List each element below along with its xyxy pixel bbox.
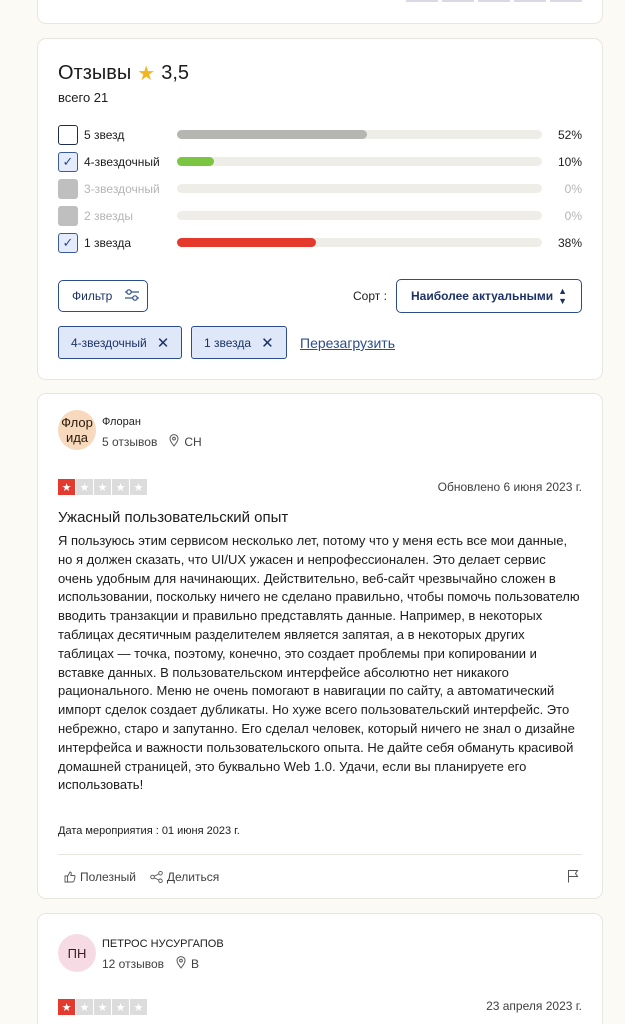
reviewer-location (169, 434, 201, 450)
rating-row-1[interactable] (58, 229, 582, 256)
star-icon: ★ (112, 479, 129, 495)
star-icon: ★ (94, 999, 111, 1015)
filter-chip-1-star[interactable] (191, 326, 287, 359)
check-icon: ✓ (62, 234, 74, 250)
event-date: Дата мероприятия : 01 июня 2023 г. (58, 825, 240, 837)
review-text: Я пользуюсь этим сервисом несколько лет, потому что у меня есть все мои данные, но я должен сказать, что UI/UX ужасен и непрофессионален. Это делает сервис очень удобным для начинающих. Действительно, веб-сайт чрезвычайно сложен в использовании, поскольку ничего не сделано правильно, чтобы помочь пользователю вводить транзакции и правильно представлять данные. Например, в некоторых таблицах десятичным разделителем является запятая, а в некоторых других таблицах — точка, поэтому, конечно, это создает проблемы при копировании и вставке данных. В пользовательском интерфейсе абсолютно нет никакого рационального. Меню не очень помогают в навигации по сайту, а автоматический импорт сделок создает дубликаты. Но хуже всего пользовательский интерфейс. Это небрежно, старо и запутанно. Его сделал человек, который ничего не знал о дизайне интерфейса и важности пользовательского опыта. Не дайте себя обмануть красивой домашней страницей, это буквально Web 1.0. Удачи, если вы планируете его использовать! (58, 533, 580, 793)
divider (58, 854, 582, 855)
filter-button[interactable] (58, 280, 148, 312)
map-pin-icon (169, 434, 179, 450)
sort-value: Наиболее актуальными (411, 289, 554, 303)
chip-label: 4-звездочный (71, 335, 147, 350)
chip-label: 1 звезда (204, 335, 252, 350)
rating-label: 2 звезды (84, 208, 134, 223)
map-pin-icon (176, 956, 186, 972)
previous-review-card (37, 0, 603, 24)
review-card (37, 913, 603, 1024)
reviewer-meta (102, 956, 199, 972)
review-title[interactable]: Ужасный пользовательский опыт (58, 509, 289, 526)
rating-label: 5 звезд (84, 127, 125, 142)
reload-link[interactable]: Перезагрузить (300, 335, 395, 351)
rating-bar-fill (177, 130, 367, 139)
star-rating (58, 999, 147, 1015)
star-icon: ★ (94, 479, 111, 495)
avatar[interactable]: ПН (58, 934, 96, 972)
sort-select[interactable] (396, 279, 582, 313)
rating-percent: 38% (557, 235, 582, 250)
checkbox-1-star[interactable] (58, 233, 78, 253)
checkbox-5-stars[interactable] (58, 125, 78, 145)
share-label: Делиться (166, 870, 220, 884)
updown-chevron-icon: ▲ ▼ (558, 286, 567, 306)
star-icon: ★ (76, 999, 93, 1015)
flag-icon[interactable] (567, 869, 579, 888)
star-rating (406, 0, 582, 2)
review-card (37, 393, 603, 899)
checkbox-4-stars[interactable] (58, 152, 78, 172)
rating-percent: 52% (557, 127, 582, 142)
thumbs-up-icon (64, 871, 76, 883)
share-icon (150, 871, 163, 883)
rating-row-3 (58, 175, 582, 202)
rating-bar (177, 211, 542, 220)
star-icon: ★ (137, 63, 156, 85)
useful-button[interactable] (64, 870, 136, 884)
reviewer-meta (102, 434, 202, 450)
rating-distribution (58, 121, 582, 256)
location-code: B (191, 957, 200, 971)
rating-bar-fill (177, 157, 214, 166)
star-icon: ★ (130, 479, 147, 495)
reviewer-name[interactable]: Флоран (102, 416, 141, 428)
filter-chip-4-stars[interactable] (58, 326, 182, 359)
rating-row-2 (58, 202, 582, 229)
rating-bar (177, 184, 542, 193)
star-icon: ★ (112, 999, 129, 1015)
rating-bar (177, 157, 542, 166)
star-icon: ★ (58, 479, 75, 495)
reviewer-name[interactable]: ПЕТРОС НУСУРГАПОВ (102, 938, 224, 950)
check-icon: ✓ (62, 153, 74, 169)
rating-percent: 0% (564, 181, 582, 196)
close-icon[interactable]: ✕ (261, 334, 274, 352)
avatar[interactable]: Флор ида (58, 410, 96, 450)
reviewer-location (176, 956, 199, 972)
rating-label: 4-звездочный (84, 154, 160, 169)
reviews-summary-card (37, 38, 603, 380)
review-date: 23 апреля 2023 г. (486, 999, 582, 1013)
rating-row-4[interactable] (58, 148, 582, 175)
rating-percent: 0% (564, 208, 582, 223)
location-code: CH (184, 435, 202, 449)
star-rating (58, 479, 147, 495)
review-date: Обновлено 6 июня 2023 г. (437, 480, 582, 494)
star-icon: ★ (130, 999, 147, 1015)
rating-bar-fill (177, 238, 316, 247)
share-button[interactable] (150, 870, 219, 884)
star-icon: ★ (76, 479, 93, 495)
reviews-title: Отзывы (58, 62, 132, 84)
review-count: 12 отзывов (102, 957, 165, 971)
sort-label: Сорт : (353, 289, 387, 303)
checkbox-2-stars (58, 206, 78, 226)
rating-bar (177, 238, 542, 247)
checkbox-3-stars (58, 179, 78, 199)
rating-percent: 10% (557, 154, 582, 169)
star-icon: ★ (58, 999, 75, 1015)
rating-row-5[interactable] (58, 121, 582, 148)
close-icon[interactable]: ✕ (156, 334, 170, 352)
total-reviews: всего 21 (58, 90, 109, 105)
review-actions (64, 870, 219, 884)
reviews-heading (58, 61, 189, 86)
rating-bar (177, 130, 542, 139)
review-count: 5 отзывов (102, 435, 158, 449)
useful-label: Полезный (80, 870, 136, 884)
sliders-icon (124, 288, 140, 305)
rating-label: 1 звезда (84, 235, 132, 250)
average-rating: 3,5 (161, 62, 190, 84)
filter-label: Фильтр (72, 289, 113, 303)
rating-label: 3-звездочный (84, 181, 160, 196)
